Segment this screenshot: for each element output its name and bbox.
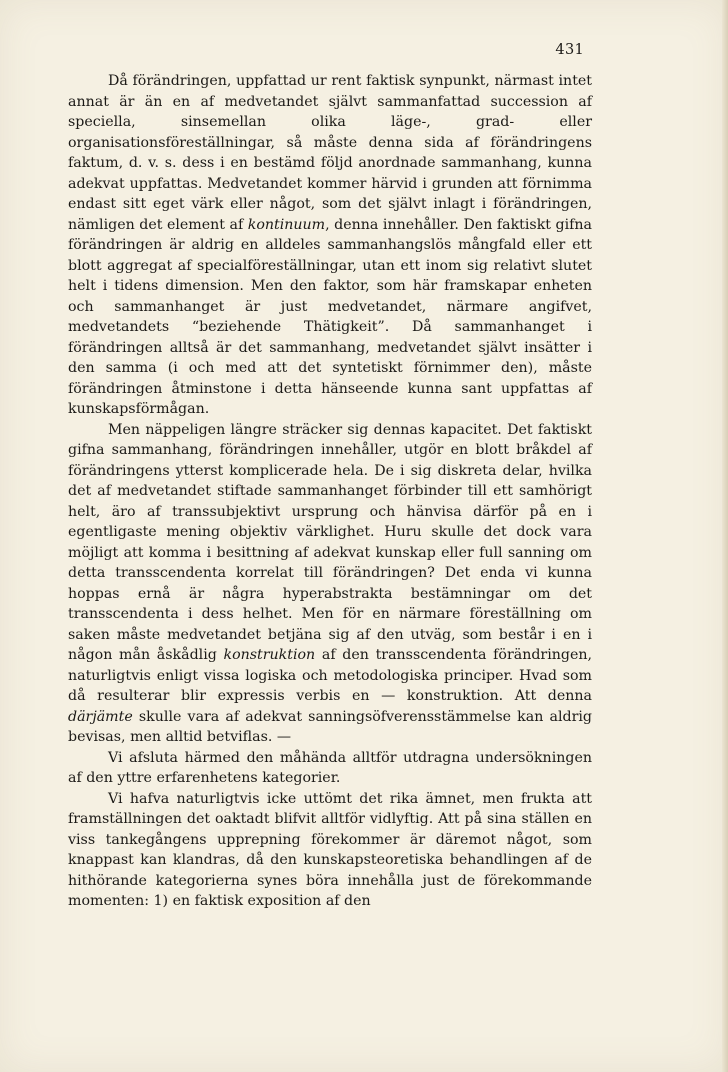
italic-term-konstruktion: konstruktion	[223, 647, 316, 663]
paragraph-3	[68, 748, 592, 789]
page-edge	[722, 0, 728, 1072]
text-segment: Då förändringen, uppfattad ur rent faktisk synpunkt, närmast intet annat är än en af medvetandet självt sammanfattad succession af speciella, sinsemellan olika läge-, grad- eller organisationsföreställningar, så måste denna sida af förändringens faktum, d. v. s. dess i en bestämd följd anordnade sammanhang, kunna adekvat uppfattas. Medvetandet kommer härvid i grunden att förnimma endast sitt eget värk eller något, som det självt inlagt i förändringen, nämligen det element af	[68, 73, 592, 233]
italic-term-darjamte: därjämte	[68, 708, 133, 725]
text-segment: Vi afsluta härmed den måhända alltför utdragna undersökningen af den yttre erfarenhetens kategorier.	[68, 749, 592, 786]
body-text	[68, 71, 592, 912]
paragraph-1	[68, 71, 592, 420]
text-segment: , denna innehåller. Den faktiskt gifna förändringen är aldrig en alldeles sammanhangslös mångfald eller ett blott aggregat af specialföreställningar, utan ett inom sig relativt slutet helt i tidens dimension. Men den faktor, som här framskapar enheten och sammanhanget är just medvetandet, närmare angifvet, medvetandets “beziehende Thätigkeit”. Då sammanhanget i förändringen alltså är det sammanhang, medvetandet självt insätter i den samma (i och med att det syntetiskt förnimmer den), måste förändringen åtminstone i detta hänseende kunna sant uppfattas af kunskapsförmågan.	[68, 216, 592, 417]
paragraph-2	[68, 420, 592, 748]
text-segment: Vi hafva naturligtvis icke uttömt det rika ämnet, men frukta att framställningen det oaktadt blifvit alltför vidlyftig. Att på sina ställen en viss tankegångens upprepning förekommer är däremot något, som knappast kan klandras, då den kunskapsteoretiska behandlingen af de hithörande kategorierna synes böra innehålla just de förekommande momenten: 1) en faktisk exposition af den	[68, 790, 592, 909]
paragraph-4	[68, 789, 592, 912]
italic-term-kontinuum: kontinuum	[247, 216, 326, 233]
text-segment: af den transscendenta förändringen, naturligtvis enligt vissa logiska och metodologiska principer. Hvad som då resulterar blir expressis verbis en — konstruktion. Att denna	[68, 647, 592, 704]
text-segment: skulle vara af adekvat sanningsöfverensstämmelse kan aldrig bevisas, men alltid betviflas. —	[68, 708, 592, 745]
text-segment: Men näppeligen längre sträcker sig dennas kapacitet. Det faktiskt gifna sammanhang, förändringen innehåller, utgör en blott bråkdel af förändringens ytterst komplicerade hela. De i sig diskreta delar, hvilka det af medvetandet stiftade sammanhanget förbinder till ett samhörigt helt, äro af transsubjektivt ursprung och hänvisa därför på en i egentligaste mening objektiv värklighet. Huru skulle det dock vara möjligt att komma i besittning af adekvat kunskap eller full sanning om detta transscendenta korrelat till förändringen? Det enda vi kunna hoppas ernå är några hyperabstrakta bestämningar om det transscendenta i dess helhet. Men för en närmare föreställning om saken måste medvetandet betjäna sig af den utväg, som består i en i någon mån åskådlig	[68, 421, 592, 663]
page-number: 431	[555, 42, 584, 58]
